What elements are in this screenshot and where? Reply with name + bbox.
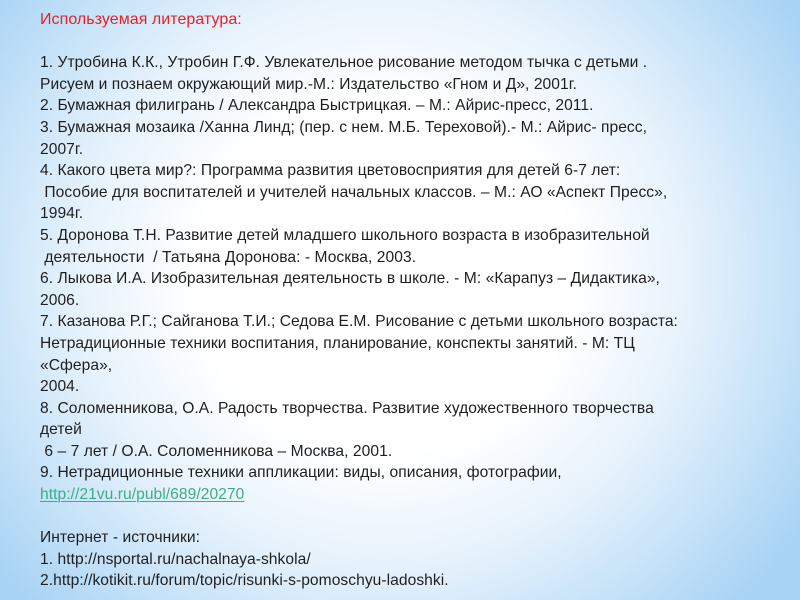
reference-line: 4. Какого цвета мир?: Программа развития цветовосприятия для детей 6-7 лет:: [40, 162, 621, 180]
reference-line: 6. Лыкова И.А. Изобразительная деятельность в школе. - М: «Карапуз – Дидактика»,: [40, 270, 660, 288]
reference-item-8: [40, 398, 790, 463]
reference-line: 1994г.: [40, 205, 84, 223]
reference-line: 5. Доронова Т.Н. Развитие детей младшего школьного возраста в изобразительной: [40, 226, 650, 244]
reference-link[interactable]: http://21vu.ru/publ/689/20270: [40, 486, 245, 504]
reference-line: 2. Бумажная филигрань / Александра Быстрицкая. – М.: Айрис-пресс, 2011.: [40, 97, 594, 115]
reference-line: детей: [40, 421, 82, 439]
reference-item-4: [40, 160, 790, 225]
reference-line: 8. Соломенникова, О.А. Радость творчества. Развитие художественного творчества: [40, 399, 654, 417]
reference-line: 6 – 7 лет / О.А. Соломенникова – Москва, 2001.: [40, 442, 393, 460]
reference-item-2: [40, 95, 790, 117]
reference-item-6: [40, 268, 790, 311]
internet-sources-heading: Интернет - источники:: [40, 529, 201, 547]
page-title: Используемая литература:: [40, 11, 242, 28]
spacer: [40, 506, 790, 528]
reference-line: 7. Казанова Р.Г.; Сайганова Т.И.; Седова Е.М. Рисование с детьми школьного возраста:: [40, 313, 678, 331]
reference-line: Нетрадиционные техники воспитания, планирование, конспекты занятий. - М: ТЦ: [40, 334, 635, 352]
reference-line: 2006.: [40, 291, 80, 309]
reference-item-5: [40, 225, 790, 268]
reference-list: [40, 52, 790, 505]
internet-source-item: 2.http://kotikit.ru/forum/topic/risunki-s-pomoschyu-ladoshki.: [40, 572, 449, 590]
reference-line: 9. Нетрадиционные техники аппликации: виды, описания, фотографии,: [40, 464, 562, 482]
reference-item-7: [40, 311, 790, 397]
spacer: [40, 31, 790, 53]
slide-content: [40, 9, 790, 592]
reference-line: «Сфера»,: [40, 356, 113, 374]
reference-line: 3. Бумажная мозаика /Ханна Линд; (пер. с нем. М.Б. Тереховой).- М.: Айрис- пресс,: [40, 118, 648, 136]
reference-line: деятельности / Татьяна Доронова: - Москва, 2003.: [40, 248, 417, 266]
reference-line: 1. Утробина К.К., Утробин Г.Ф. Увлекательное рисование методом тычка с детьми .: [40, 54, 648, 72]
reference-line: 2004.: [40, 378, 80, 396]
internet-source-item: 1. http://nsportal.ru/nachalnaya-shkola/: [40, 550, 311, 568]
internet-sources: [40, 527, 790, 592]
reference-line: 2007г.: [40, 140, 84, 158]
reference-line: Пособие для воспитателей и учителей начальных классов. – М.: АО «Аспект Пресс»,: [40, 183, 668, 201]
reference-item-3: [40, 117, 790, 160]
reference-line: Рисуем и познаем окружающий мир.-М.: Издательство «Гном и Д», 2001г.: [40, 75, 577, 93]
reference-item-1: [40, 52, 790, 95]
reference-item-9: [40, 462, 790, 505]
